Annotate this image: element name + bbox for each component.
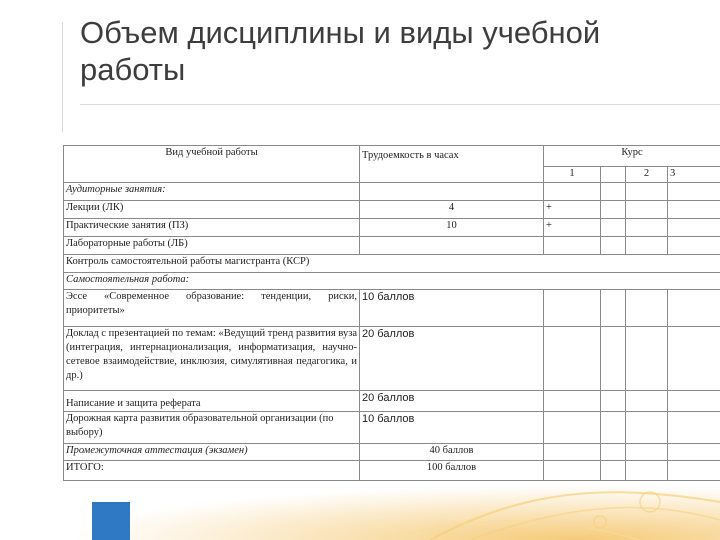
row-course-1: +: [544, 201, 601, 219]
table-row: [64, 219, 720, 237]
table-row: [64, 290, 720, 327]
study-load-table: [63, 145, 720, 481]
table-row: [64, 255, 720, 273]
row-cell: [668, 201, 720, 219]
row-cell: [601, 290, 626, 327]
row-hours: 10 баллов: [360, 412, 544, 444]
row-cell: [626, 444, 668, 461]
row-hours: [360, 237, 544, 255]
row-cell: [626, 201, 668, 219]
table-row: [64, 327, 720, 391]
row-label: ИТОГО:: [64, 461, 360, 481]
row-cell: [626, 237, 668, 255]
row-label: Лабораторные работы (ЛБ): [64, 237, 360, 255]
row-cell: [626, 183, 668, 201]
header-course-spacer: [601, 167, 626, 183]
row-hours: 20 баллов: [360, 391, 544, 412]
row-cell: [544, 461, 601, 481]
powerlexis-logo: [22, 496, 72, 530]
row-cell: [601, 327, 626, 391]
table-row: [64, 444, 720, 461]
row-course-1: [544, 237, 601, 255]
header-hours: Трудоемкость в часах: [360, 146, 544, 183]
row-course-1: +: [544, 219, 601, 237]
row-label: Дорожная карта развития образовательной организации (по выбору): [64, 412, 360, 444]
header-course-3: 3: [668, 167, 720, 183]
row-cell: [544, 290, 601, 327]
row-course-1: [544, 183, 601, 201]
title-divider-vertical: [62, 22, 63, 132]
table-row: [64, 237, 720, 255]
row-label: Доклад с презентацией по темам: «Ведущий тренд развития вуза (интеграция, интернационализация, информатизация, научно-сетевое взаимодействие, инклюзия, симулятивная педагогика, и др.): [64, 327, 360, 391]
slide-title-line-1: Объем дисциплины и виды учебной: [80, 15, 601, 50]
header-work-type: Вид учебной работы: [64, 146, 360, 183]
row-cell: [668, 391, 720, 412]
row-cell: [601, 391, 626, 412]
row-cell: [668, 183, 720, 201]
header-course-1: 1: [544, 167, 601, 183]
blue-square-decoration: [92, 502, 130, 540]
row-hours: 40 баллов: [360, 444, 544, 461]
row-cell: [544, 391, 601, 412]
row-cell: [601, 219, 626, 237]
slide-title-line-2: работы: [80, 52, 186, 87]
row-cell: [544, 412, 601, 444]
row-label: Контроль самостоятельной работы магистранта (КСР): [64, 255, 720, 273]
row-cell: [668, 327, 720, 391]
row-label: Эссе «Современное образование: тенденции, риски, приоритеты»: [64, 290, 360, 327]
table-row: [64, 201, 720, 219]
title-divider-horizontal: [80, 104, 720, 105]
row-cell: [668, 461, 720, 481]
row-hours: 4: [360, 201, 544, 219]
table-row: [64, 273, 720, 290]
row-hours: 10: [360, 219, 544, 237]
row-hours: 20 баллов: [360, 327, 544, 391]
slide-title: [80, 14, 600, 88]
logo-mark-icon: [34, 496, 54, 518]
row-cell: [668, 237, 720, 255]
row-cell: [601, 461, 626, 481]
table-header-row: [64, 146, 720, 167]
row-cell: [668, 412, 720, 444]
row-label: Самостоятельная работа:: [64, 273, 720, 290]
row-cell: [626, 412, 668, 444]
row-label: Лекции (ЛК): [64, 201, 360, 219]
row-cell: [626, 391, 668, 412]
row-cell: [544, 444, 601, 461]
row-label: Промежуточная аттестация (экзамен): [64, 444, 360, 461]
row-cell: [668, 290, 720, 327]
row-cell: [626, 290, 668, 327]
table-row: [64, 461, 720, 481]
row-hours: 100 баллов: [360, 461, 544, 481]
row-cell: [626, 219, 668, 237]
row-cell: [626, 327, 668, 391]
header-course: Курс: [544, 146, 720, 167]
row-cell: [626, 461, 668, 481]
row-cell: [544, 327, 601, 391]
row-cell: [668, 219, 720, 237]
table-row: [64, 183, 720, 201]
row-cell: [601, 201, 626, 219]
row-cell: [668, 444, 720, 461]
row-hours: [360, 183, 544, 201]
table-row: [64, 391, 720, 412]
row-cell: [601, 237, 626, 255]
header-course-2: 2: [626, 167, 668, 183]
row-hours: 10 баллов: [360, 290, 544, 327]
row-cell: [601, 183, 626, 201]
logo-text: POWERLEXIS: [22, 524, 67, 530]
row-label: Написание и защита реферата: [64, 391, 360, 412]
row-label: Аудиторные занятия:: [64, 183, 360, 201]
table-row: [64, 412, 720, 444]
row-cell: [601, 444, 626, 461]
row-cell: [601, 412, 626, 444]
row-label: Практические занятия (ПЗ): [64, 219, 360, 237]
